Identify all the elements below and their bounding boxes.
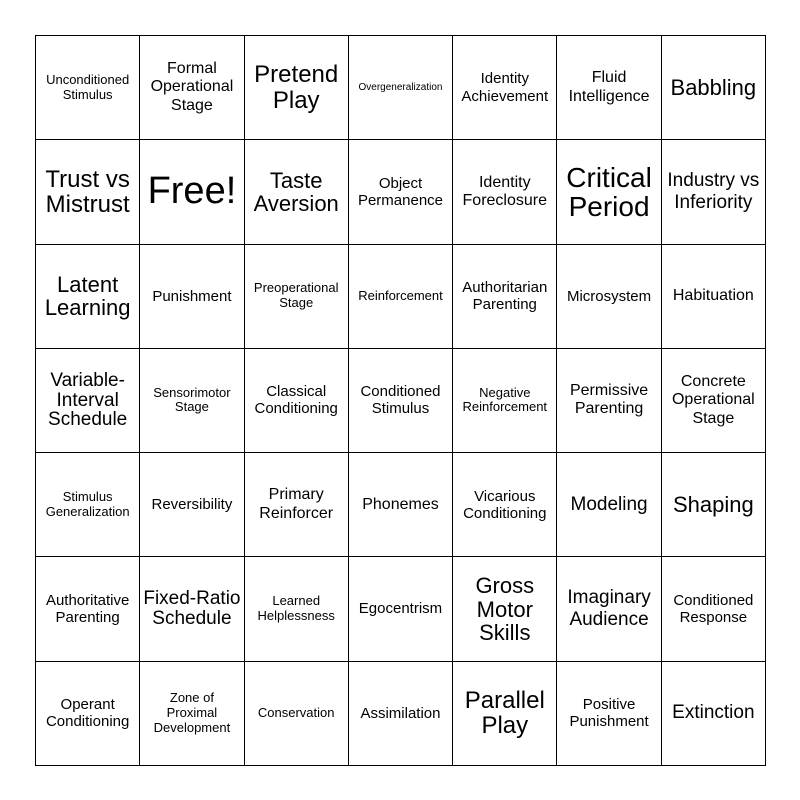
bingo-cell[interactable]: Negative Reinforcement xyxy=(453,349,557,453)
bingo-cell[interactable]: Modeling xyxy=(557,453,661,557)
bingo-cell[interactable]: Latent Learning xyxy=(36,245,140,349)
bingo-cell[interactable]: Babbling xyxy=(662,36,766,140)
bingo-cell[interactable]: Conservation xyxy=(245,662,349,766)
bingo-cell[interactable]: Habituation xyxy=(662,245,766,349)
bingo-cell[interactable]: Phonemes xyxy=(349,453,453,557)
bingo-cell[interactable]: Identity Achievement xyxy=(453,36,557,140)
bingo-cell[interactable]: Critical Period xyxy=(557,140,661,244)
bingo-cell[interactable]: Gross Motor Skills xyxy=(453,557,557,661)
bingo-cell[interactable]: Sensorimotor Stage xyxy=(140,349,244,453)
bingo-cell[interactable]: Reversibility xyxy=(140,453,244,557)
bingo-cell[interactable]: Vicarious Conditioning xyxy=(453,453,557,557)
bingo-cell[interactable]: Authoritarian Parenting xyxy=(453,245,557,349)
bingo-cell[interactable]: Punishment xyxy=(140,245,244,349)
bingo-cell[interactable]: Variable-Interval Schedule xyxy=(36,349,140,453)
bingo-cell[interactable]: Extinction xyxy=(662,662,766,766)
bingo-cell[interactable]: Trust vs Mistrust xyxy=(36,140,140,244)
bingo-cell[interactable]: Object Permanence xyxy=(349,140,453,244)
bingo-cell[interactable]: Learned Helplessness xyxy=(245,557,349,661)
bingo-cell[interactable]: Assimilation xyxy=(349,662,453,766)
bingo-cell[interactable]: Primary Reinforcer xyxy=(245,453,349,557)
bingo-cell[interactable]: Classical Conditioning xyxy=(245,349,349,453)
bingo-board xyxy=(35,35,766,766)
bingo-cell[interactable]: Zone of Proximal Development xyxy=(140,662,244,766)
bingo-cell[interactable]: Identity Foreclosure xyxy=(453,140,557,244)
bingo-cell[interactable]: Imaginary Audience xyxy=(557,557,661,661)
bingo-cell[interactable]: Permissive Parenting xyxy=(557,349,661,453)
bingo-cell[interactable]: Stimulus Generalization xyxy=(36,453,140,557)
bingo-cell[interactable]: Fluid Intelligence xyxy=(557,36,661,140)
free-cell[interactable]: Free! xyxy=(140,140,244,244)
bingo-cell[interactable]: Industry vs Inferiority xyxy=(662,140,766,244)
bingo-cell[interactable]: Parallel Play xyxy=(453,662,557,766)
bingo-cell[interactable]: Shaping xyxy=(662,453,766,557)
bingo-cell[interactable]: Conditioned Response xyxy=(662,557,766,661)
bingo-cell[interactable]: Pretend Play xyxy=(245,36,349,140)
bingo-cell[interactable]: Microsystem xyxy=(557,245,661,349)
bingo-cell[interactable]: Preoperational Stage xyxy=(245,245,349,349)
bingo-cell[interactable]: Operant Conditioning xyxy=(36,662,140,766)
bingo-cell[interactable]: Fixed-Ratio Schedule xyxy=(140,557,244,661)
bingo-cell[interactable]: Reinforcement xyxy=(349,245,453,349)
bingo-cell[interactable]: Egocentrism xyxy=(349,557,453,661)
bingo-cell[interactable]: Positive Punishment xyxy=(557,662,661,766)
bingo-cell[interactable]: Formal Operational Stage xyxy=(140,36,244,140)
bingo-cell[interactable]: Authoritative Parenting xyxy=(36,557,140,661)
bingo-cell[interactable]: Unconditioned Stimulus xyxy=(36,36,140,140)
bingo-cell[interactable]: Overgeneralization xyxy=(349,36,453,140)
bingo-cell[interactable]: Conditioned Stimulus xyxy=(349,349,453,453)
bingo-cell[interactable]: Taste Aversion xyxy=(245,140,349,244)
bingo-cell[interactable]: Concrete Operational Stage xyxy=(662,349,766,453)
